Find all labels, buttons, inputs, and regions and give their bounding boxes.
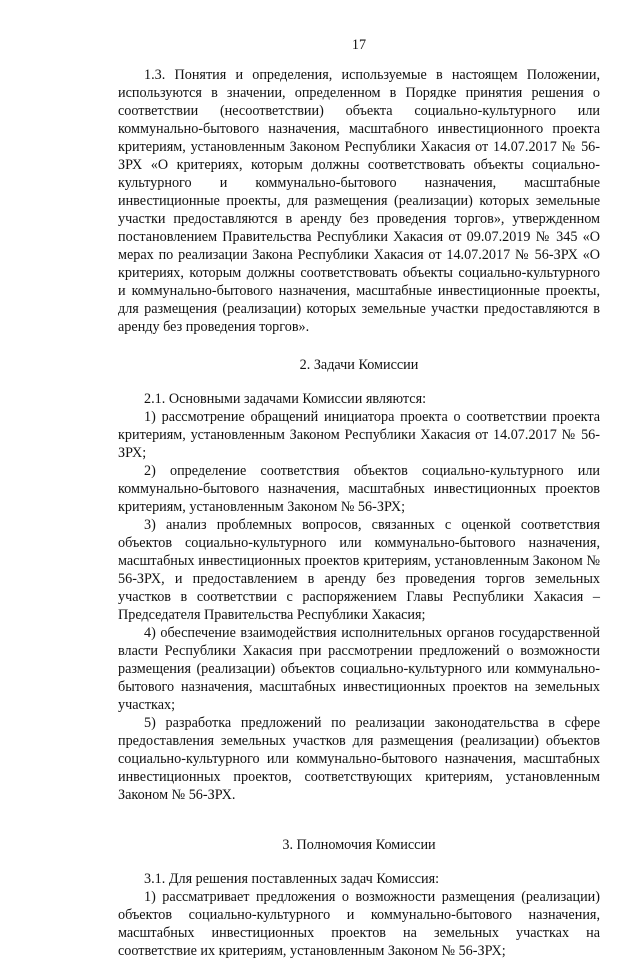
section-3-item-1: 1) рассматривает предложения о возможности размещения (реализации) объектов социально-культурного и коммунально-бытового назначения, масштабных инвестиционных проектов на земельных участках на соответствие их критериям, установленным Законом № 56-ЗРХ; <box>118 889 600 959</box>
section-3-intro: 3.1. Для решения поставленных задач Комиссия: <box>144 871 440 887</box>
section-2-item-2: 2) определение соответствия объектов социально-культурного или коммунально-бытового назначения, масштабных инвестиционных проектов критериям, установленным Законом № 56-ЗРХ; <box>118 463 600 515</box>
paragraph-1-3: 1.3. Понятия и определения, используемые в настоящем Положении, используются в значении, определенном в Порядке принятия решения о соответствии (несоответствии) объекта социально-культурного или коммунально-бытового назначения, масштабного инвестиционного проекта критериям, установленным Законом Республики Хакасия от 14.07.2017 № 56-ЗРХ «О критериях, которым должны соответствовать объекты социально-культурного и коммунально-бытового назначения, масштабные инвестиционные проекты, для размещения (реализации) которых земельные участки предоставляются в аренду без проведения торгов», утвержденном постановлением Правительства Республики Хакасия от 09.07.2019 № 345 «О мерах по реализации Закона Республики Хакасия от 14.07.2017 № 56-ЗРХ «О критериях, которым должны соответствовать объекты социально-культурного и коммунально-бытового назначения, масштабные инвестиционные проекты, для размещения (реализации) которых земельные участки предоставляются в аренду без проведения торгов». <box>118 67 600 335</box>
section-2-item-4: 4) обеспечение взаимодействия исполнительных органов государственной власти Республики Хакасия при рассмотрении предложений о возможности размещения (реализации) объектов социально-культурного или коммунально-бытового назначения, масштабных инвестиционных проектов на земельных участках; <box>118 625 600 713</box>
section-2-item-3: 3) анализ проблемных вопросов, связанных с оценкой соответствия объектов социально-культурного или коммунально-бытового назначения, масштабных инвестиционных проектов критериям, установленным Законом № 56-ЗРХ, и предоставлением в аренду без проведения торгов земельных участков в соответствии с распоряжением Главы Республики Хакасия – Председателя Правительства Республики Хакасия; <box>118 517 600 623</box>
section-2-title: 2. Задачи Комиссии <box>299 357 419 373</box>
document-page <box>118 36 600 960</box>
section-2-item-5: 5) разработка предложений по реализации законодательства в сфере предоставления земельных участков для размещения (реализации) объектов социально-культурного или коммунально-бытового назначения, масштабных инвестиционных проектов, соответствующих критериям, установленным Законом № 56-ЗРХ. <box>118 715 600 803</box>
section-3-title: 3. Полномочия Комиссии <box>282 837 436 853</box>
section-2-intro: 2.1. Основными задачами Комиссии являются: <box>144 391 427 407</box>
page-number: 17 <box>351 37 367 53</box>
section-2-item-1: 1) рассмотрение обращений инициатора проекта о соответствии проекта критериям, установленным Законом Республики Хакасия от 14.07.2017 № 56-ЗРХ; <box>118 409 600 461</box>
